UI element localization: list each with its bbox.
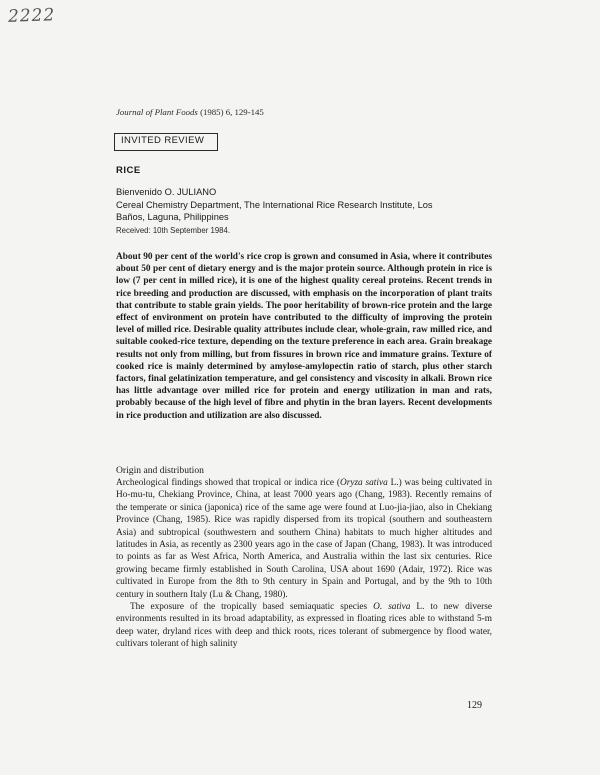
journal-name: Journal of Plant Foods <box>116 107 198 117</box>
journal-volume-pages: (1985) 6, 129-145 <box>200 107 264 117</box>
article-title: RICE <box>116 165 141 176</box>
paragraph-1: Archeological findings showed that tropical or indica rice (Oryza sativa L.) was being cultivated in Ho-mu-tu, Chekiang Province, China, at least 7000 years ago (Chang, 1983). Recently remains of the temperate or sinica (japonica) rice of the same age were found at Luo-jia-jiao, also in Chekiang Province (Chang, 1985). Rice was rapidly dispersed from its tropical (southern and southeastern Asia) and subtropical (southwestern and southern China) habitats to much higher altitudes and latitudes in Asia, as recently as 2300 years ago in the case of Japan (Chang, 1983). It was introduced to points as far as West Africa, North America, and Australia within the last six centuries. Rice growing became firmly established in South Carolina, USA about 1690 (Adair, 1972). Rice was cultivated in Europe from the 8th to 9th century in Spain and Portugal, and by the 9th to 10th century in southern Italy (Lu & Chang, 1980). <box>116 478 492 600</box>
author-affiliation-line-2: Baños, Laguna, Philippines <box>116 212 229 223</box>
article-type-label: INVITED REVIEW <box>121 135 205 146</box>
page-number: 129 <box>467 700 482 711</box>
section-heading: Origin and distribution <box>116 465 204 476</box>
journal-citation <box>116 107 264 117</box>
species-name: Oryza sativa <box>339 478 388 488</box>
section-body <box>116 477 492 651</box>
handwritten-annotation: 2222 <box>7 5 56 27</box>
author-affiliation-line-1: Cereal Chemistry Department, The International Rice Research Institute, Los <box>116 199 433 210</box>
author-block <box>116 186 516 224</box>
abstract: About 90 per cent of the world's rice crop is grown and consumed in Asia, where it contributes about 50 per cent of dietary energy and is the major protein source. Although protein in rice is low (7 per cent in milled rice), it is one of the highest quality cereal proteins. Recent trends in rice breeding and production are discussed, with emphasis on the incorporation of plant traits that contribute to stable grain yields. The poor heritability of brown-rice protein and the large effect of environment on protein have contributed to the difficulty of improving the protein level of milled rice. Desirable quality attributes include clear, whole-grain, raw milled rice, and suitable cooked-rice texture, depending on the texture preference in each area. Grain breakage results not only from milling, but from fissures in brown rice and immature grains. Texture of cooked rice is mainly determined by amylose-amylopectin ratio of starch, plus other starch factors, final gelatinization temperature, and gel consistency and viscosity in alkali. Brown rice has little advantage over milled rice for protein and energy utilization in man and rats, probably because of the high level of fibre and phytin in the bran layers. Recent developments in rice production and utilization are also discussed. <box>116 252 492 421</box>
received-date: Received: 10th September 1984. <box>116 226 230 235</box>
species-name: O. sativa <box>373 602 411 613</box>
paragraph-2: The exposure of the tropically based semiaquatic species O. sativa L. to new diverse environments resulted in its broad adaptability, as expressed in floating rices able to withstand 5-m deep water, dryland rices with deep and thick roots, rices tolerant of submergence by flood water, cultivars tolerant of high salinity <box>116 602 492 650</box>
author-name: Bienvenido O. JULIANO <box>116 187 217 197</box>
